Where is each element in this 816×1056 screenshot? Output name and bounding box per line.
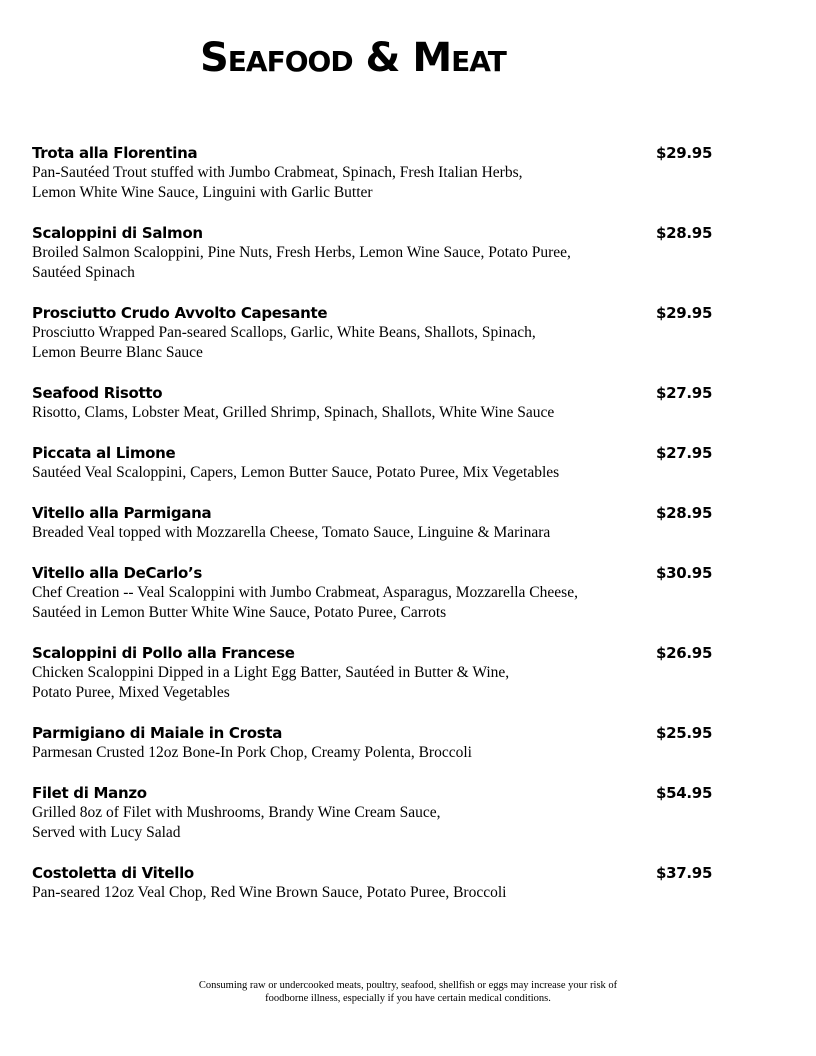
item-price: $27.95 (656, 384, 713, 402)
description-line: Potato Puree, Mixed Vegetables (32, 684, 230, 701)
description-line: Pan-Sautéed Trout stuffed with Jumbo Crabmeat, Spinach, Fresh Italian Herbs, (32, 164, 523, 181)
menu-item (32, 503, 722, 543)
page-title: Seafood & Meat (200, 35, 506, 81)
item-name: Scaloppini di Pollo alla Francese (32, 644, 295, 662)
description-line: Sautéed Veal Scaloppini, Capers, Lemon Butter Sauce, Potato Puree, Mix Vegetables (32, 464, 560, 481)
description-line: Served with Lucy Salad (32, 824, 181, 841)
item-description (32, 523, 722, 543)
item-price: $54.95 (656, 784, 713, 802)
item-description (32, 403, 722, 423)
disclaimer-line: Consuming raw or undercooked meats, poultry, seafood, shellfish or eggs may increase your risk of (198, 980, 618, 991)
menu-item (32, 383, 722, 423)
description-line: Pan-seared 12oz Veal Chop, Red Wine Brown Sauce, Potato Puree, Broccoli (32, 884, 507, 901)
item-price: $26.95 (656, 644, 713, 662)
item-price: $30.95 (656, 564, 713, 582)
menu-item (32, 443, 722, 483)
item-price: $27.95 (656, 444, 713, 462)
description-line: Risotto, Clams, Lobster Meat, Grilled Shrimp, Spinach, Shallots, White Wine Sauce (32, 404, 555, 421)
menu-item (32, 563, 722, 623)
menu-item (32, 223, 722, 283)
item-description (32, 883, 722, 903)
item-description (32, 163, 722, 203)
menu-item (32, 863, 722, 903)
description-line: Sautéed Spinach (32, 264, 135, 281)
item-price: $25.95 (656, 724, 713, 742)
item-price: $28.95 (656, 224, 713, 242)
item-description (32, 743, 722, 763)
disclaimer-line: foodborne illness, especially if you have certain medical conditions. (265, 993, 551, 1004)
item-name: Parmigiano di Maiale in Crosta (32, 724, 283, 742)
description-line: Prosciutto Wrapped Pan-seared Scallops, Garlic, White Beans, Shallots, Spinach, (32, 324, 536, 341)
item-name: Trota alla Florentina (32, 144, 198, 162)
item-name: Seafood Risotto (32, 384, 163, 402)
menu-item (32, 783, 722, 843)
description-line: Broiled Salmon Scaloppini, Pine Nuts, Fresh Herbs, Lemon Wine Sauce, Potato Puree, (32, 244, 571, 261)
description-line: Chef Creation -- Veal Scaloppini with Jumbo Crabmeat, Asparagus, Mozzarella Cheese, (32, 584, 578, 601)
item-description (32, 323, 722, 363)
item-name: Filet di Manzo (32, 784, 147, 802)
item-description (32, 463, 722, 483)
item-description (32, 803, 722, 843)
health-disclaimer (0, 979, 816, 1005)
description-line: Sautéed in Lemon Butter White Wine Sauce, Potato Puree, Carrots (32, 604, 447, 621)
description-line: Breaded Veal topped with Mozzarella Cheese, Tomato Sauce, Linguine & Marinara (32, 524, 551, 541)
item-name: Piccata al Limone (32, 444, 176, 462)
item-name: Costoletta di Vitello (32, 864, 194, 882)
item-price: $29.95 (656, 144, 713, 162)
menu-item (32, 723, 722, 763)
item-name: Prosciutto Crudo Avvolto Capesante (32, 304, 328, 322)
item-description (32, 583, 722, 623)
description-line: Lemon White Wine Sauce, Linguini with Garlic Butter (32, 184, 373, 201)
menu-item (32, 643, 722, 703)
menu-item (32, 303, 722, 363)
item-price: $29.95 (656, 304, 713, 322)
description-line: Chicken Scaloppini Dipped in a Light Egg Batter, Sautéed in Butter & Wine, (32, 664, 510, 681)
description-line: Lemon Beurre Blanc Sauce (32, 344, 203, 361)
item-description (32, 663, 722, 703)
item-description (32, 243, 722, 283)
description-line: Parmesan Crusted 12oz Bone-In Pork Chop, Creamy Polenta, Broccoli (32, 744, 472, 761)
item-name: Vitello alla DeCarlo’s (32, 564, 203, 582)
item-name: Scaloppini di Salmon (32, 224, 203, 242)
item-price: $28.95 (656, 504, 713, 522)
item-price: $37.95 (656, 864, 713, 882)
menu-item (32, 143, 722, 203)
description-line: Grilled 8oz of Filet with Mushrooms, Brandy Wine Cream Sauce, (32, 804, 441, 821)
menu-list (32, 143, 722, 923)
item-name: Vitello alla Parmigana (32, 504, 212, 522)
